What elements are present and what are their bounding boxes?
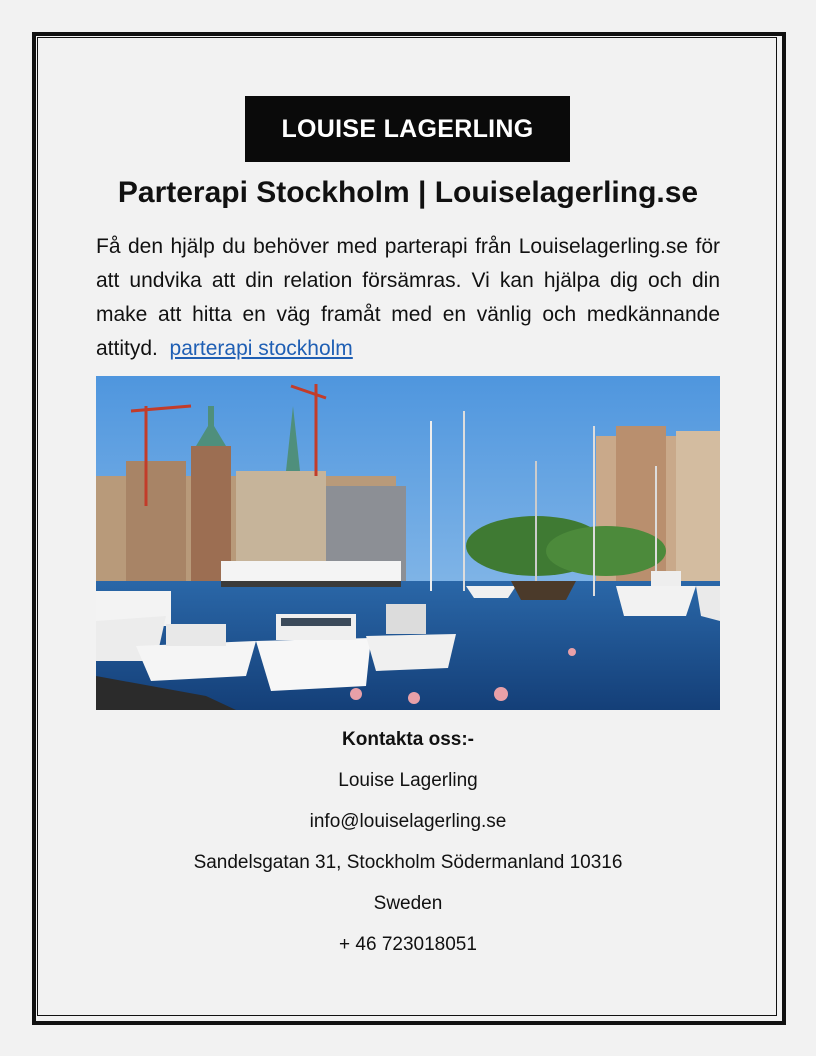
- parterapi-link[interactable]: parterapi stockholm: [169, 337, 353, 360]
- contact-name: Louise Lagerling: [338, 770, 478, 791]
- stockholm-harbor-photo: [96, 376, 720, 710]
- page-title: Parterapi Stockholm | Louiselagerling.se: [117, 176, 699, 209]
- brand-logo-text: LOUISE LAGERLING: [281, 114, 534, 143]
- intro-paragraph: [96, 230, 720, 366]
- contact-email[interactable]: info@louiselagerling.se: [309, 811, 507, 832]
- contact-section: [96, 724, 720, 970]
- contact-address: Sandelsgatan 31, Stockholm Södermanland 10316: [193, 852, 623, 873]
- contact-country: Sweden: [373, 893, 443, 914]
- contact-phone[interactable]: + 46 723018051: [339, 934, 477, 955]
- contact-heading: Kontakta oss:-: [342, 729, 474, 750]
- intro-text: Få den hjälp du behöver med parterapi från Louiselagerling.se för att undvika att din relation försämras. Vi kan hjälpa dig och din make att hitta en väg framåt med en vänlig och medkännande attityd.: [96, 235, 720, 360]
- brand-logo: [245, 96, 570, 162]
